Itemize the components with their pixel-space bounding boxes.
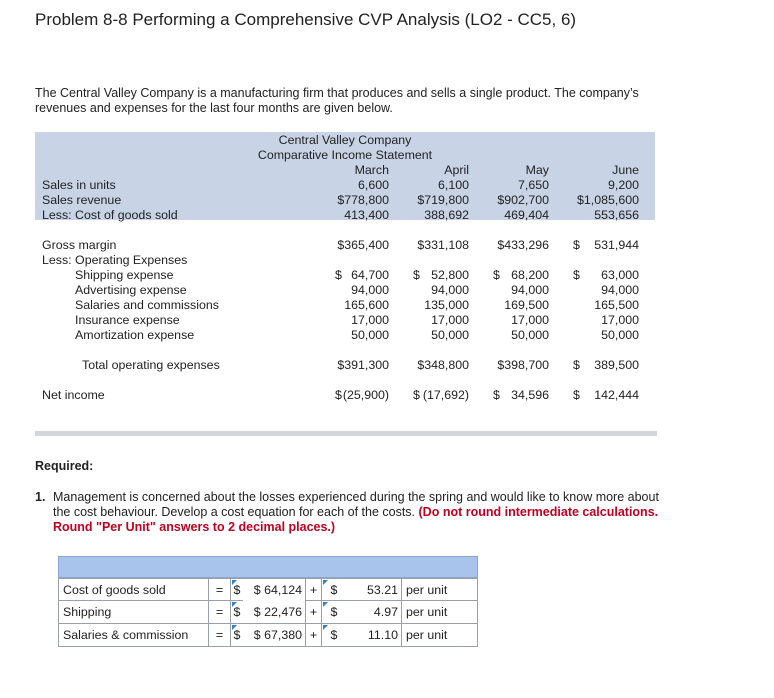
- cell-value: 553,656: [594, 208, 639, 222]
- cost-name: Cost of goods sold: [59, 579, 209, 601]
- dollar-sign: $: [335, 388, 342, 402]
- month-header: March: [354, 163, 389, 177]
- cell-value: 94,000: [431, 283, 469, 297]
- cell-value: $398,700: [497, 358, 549, 372]
- cell-value: 94,000: [351, 283, 389, 297]
- row-label: Insurance expense: [75, 313, 180, 327]
- cell-value: $902,700: [497, 193, 549, 207]
- cell-value: 17,000: [431, 313, 469, 327]
- gross-margin-row: [35, 238, 655, 253]
- variable-cost-input[interactable]: 11.10: [346, 624, 402, 646]
- cell-value: $778,800: [337, 193, 389, 207]
- cell-value: 6,600: [357, 178, 389, 192]
- cell-value: 17,000: [511, 313, 549, 327]
- cell-value: 165,600: [344, 298, 389, 312]
- fixed-cost-input[interactable]: $ 64,124: [243, 579, 306, 601]
- row-label: Less: Operating Expenses: [42, 253, 188, 267]
- month-header-row: [35, 163, 655, 178]
- cost-name: Shipping: [59, 601, 209, 623]
- row-label: Shipping expense: [75, 268, 174, 282]
- cell-value: $331,108: [417, 238, 469, 252]
- section-divider: [35, 431, 657, 436]
- dollar-sign: $: [330, 583, 338, 597]
- row-label: Sales revenue: [42, 193, 122, 207]
- fixed-cost-input[interactable]: $ 67,380: [243, 624, 306, 646]
- month-header: April: [444, 163, 469, 177]
- fixed-cost-input[interactable]: $ 22,476: [243, 601, 306, 623]
- month-header: May: [525, 163, 549, 177]
- table-row: [58, 624, 478, 647]
- cell-value: 64,700: [351, 268, 389, 282]
- cell-value: 6,100: [437, 178, 469, 192]
- row-label: Sales in units: [42, 178, 116, 192]
- row-label: Salaries and commissions: [75, 298, 219, 312]
- dollar-sign: $: [335, 268, 342, 282]
- cell-value: 52,800: [431, 268, 469, 282]
- cell-value: 94,000: [601, 283, 639, 297]
- per-unit-label: per unit: [406, 605, 448, 619]
- cell-value: $433,296: [497, 238, 549, 252]
- row-label: Advertising expense: [75, 283, 187, 297]
- opex-header-row: [35, 253, 655, 268]
- cell-value: 50,000: [601, 328, 639, 342]
- cost-name: Salaries & commission: [59, 624, 209, 646]
- cell-value: (17,692): [422, 388, 469, 402]
- plus-sign: +: [306, 624, 322, 646]
- cell-value: $719,800: [417, 193, 469, 207]
- month-header: June: [612, 163, 639, 177]
- per-unit-label: per unit: [406, 583, 448, 597]
- salaries-row: [35, 298, 655, 313]
- variable-cost-input[interactable]: 4.97: [346, 601, 402, 623]
- plus-sign: +: [306, 579, 322, 601]
- cell-value: 469,404: [504, 208, 549, 222]
- page-title: Problem 8-8 Performing a Comprehensive CVP Analysis (LO2 - CC5, 6): [35, 10, 577, 29]
- equals-sign: =: [209, 579, 231, 601]
- answer-table-header: [58, 556, 478, 578]
- cell-value: 34,596: [511, 388, 549, 402]
- cell-value: 50,000: [511, 328, 549, 342]
- net-income-row: [35, 388, 655, 403]
- row-label: Total operating expenses: [82, 358, 220, 372]
- amortization-row: [35, 328, 655, 343]
- dollar-sign: $: [330, 628, 338, 642]
- equals-sign: =: [209, 601, 231, 623]
- row-label: Net income: [42, 388, 105, 402]
- dollar-sign: $: [573, 238, 580, 252]
- cell-value: 63,000: [601, 268, 639, 282]
- plus-sign: +: [306, 601, 322, 623]
- cell-value: 68,200: [511, 268, 549, 282]
- dollar-sign: $: [413, 268, 420, 282]
- dollar-sign: $: [493, 268, 500, 282]
- dollar-sign: $: [573, 268, 580, 282]
- dollar-sign: $: [493, 388, 500, 402]
- cell-value: 50,000: [351, 328, 389, 342]
- dollar-sign: $: [233, 583, 241, 597]
- dollar-sign: $: [330, 605, 338, 619]
- cell-value: $1,085,600: [576, 193, 639, 207]
- cell-value: 94,000: [511, 283, 549, 297]
- sales-units-row: [35, 178, 655, 193]
- cell-value: $348,800: [417, 358, 469, 372]
- total-opex-row: [35, 358, 655, 373]
- cell-value: 135,000: [424, 298, 469, 312]
- cell-value: 388,692: [424, 208, 469, 222]
- cell-value: 531,944: [594, 238, 639, 252]
- sales-revenue-row: [35, 193, 655, 208]
- rounding-note: (Do not round intermediate calculations. Round "Per Unit" answers to 2 decimal places.): [53, 505, 659, 534]
- dollar-sign: $: [413, 388, 420, 402]
- company-name: Central Valley Company: [278, 133, 412, 147]
- row-label: Gross margin: [42, 238, 117, 252]
- variable-cost-input[interactable]: 53.21: [346, 579, 402, 601]
- dollar-sign: $: [233, 628, 241, 642]
- cell-value: 7,650: [517, 178, 549, 192]
- insurance-row: [35, 313, 655, 328]
- question-number: 1.: [35, 490, 46, 504]
- cell-value: 413,400: [344, 208, 389, 222]
- cell-value: 169,500: [504, 298, 549, 312]
- advertising-row: [35, 283, 655, 298]
- dollar-sign: $: [573, 358, 580, 372]
- cogs-row: [35, 208, 655, 223]
- cell-value: (25,900): [342, 388, 389, 402]
- cell-value: 17,000: [351, 313, 389, 327]
- table-row: [58, 578, 478, 601]
- intro-paragraph: The Central Valley Company is a manufacturing firm that produces and sells a single product. The company’s revenues and expenses for the last four months are given below.: [35, 86, 639, 115]
- cell-value: 165,500: [594, 298, 639, 312]
- cell-value: $391,300: [337, 358, 389, 372]
- question-text: [53, 490, 663, 535]
- cell-value: 389,500: [594, 358, 639, 372]
- per-unit-label: per unit: [406, 628, 448, 642]
- shipping-row: [35, 268, 655, 283]
- statement-name: Comparative Income Statement: [257, 148, 433, 162]
- required-heading: Required:: [35, 459, 94, 473]
- row-label: Amortization expense: [75, 328, 195, 342]
- cell-value: $365,400: [337, 238, 389, 252]
- dollar-sign: $: [573, 388, 580, 402]
- dollar-sign: $: [233, 605, 241, 619]
- cell-value: 17,000: [601, 313, 639, 327]
- question-body: Management is concerned about the losses experienced during the spring and would like to know more about the cost behaviour. Develop a cost equation for each of the costs.: [53, 490, 659, 519]
- row-label: Less: Cost of goods sold: [42, 208, 178, 222]
- income-statement: [35, 132, 655, 402]
- table-row: [58, 601, 478, 624]
- cell-value: 50,000: [431, 328, 469, 342]
- cell-value: 9,200: [607, 178, 639, 192]
- cell-value: 142,444: [594, 388, 639, 402]
- equals-sign: =: [209, 624, 231, 646]
